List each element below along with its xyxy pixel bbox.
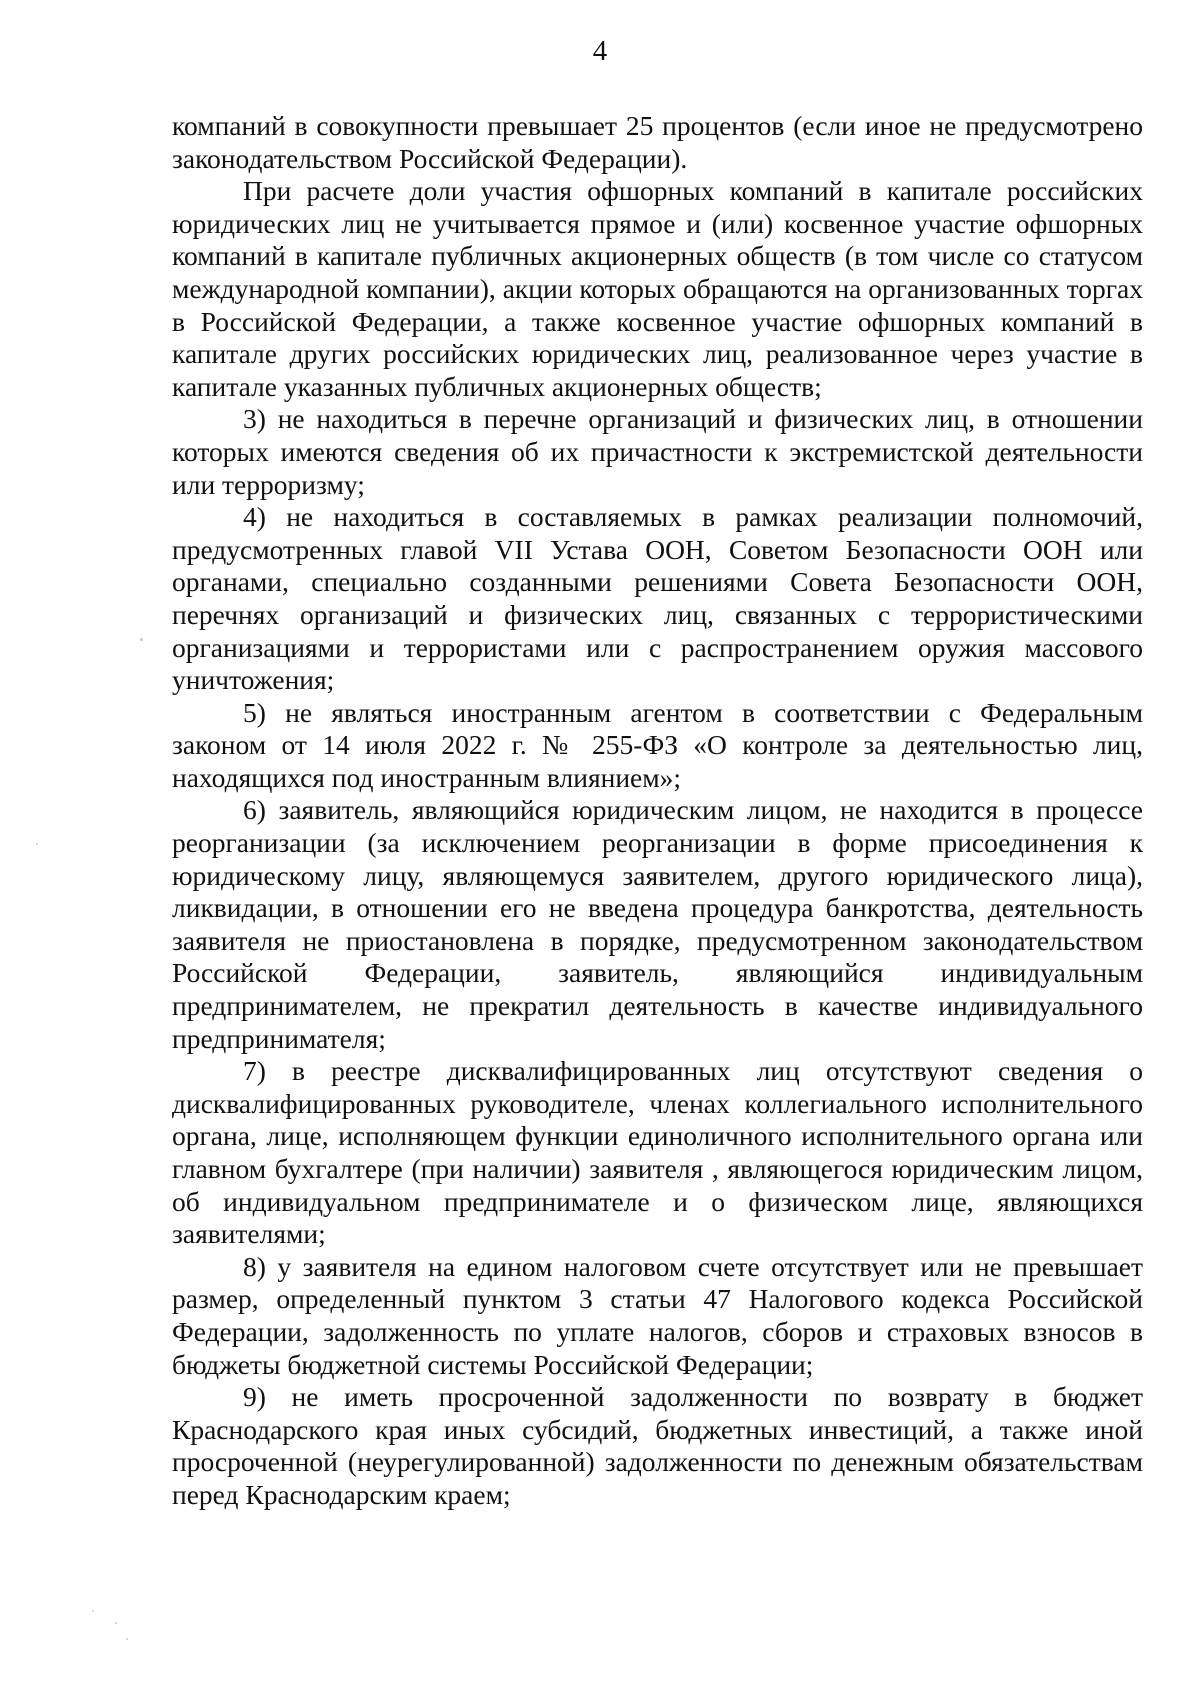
- scan-artifact-speck: [115, 1622, 117, 1624]
- scan-artifact-speck: [92, 1610, 94, 1612]
- page-number: 4: [592, 35, 608, 67]
- paragraph-item-4: 4) не находиться в составляемых в рамках реализации полномочий, предусмотренных главой VII Устава ООН, Советом Безопасности ООН или органами, специально созданными решениями Совета Безопасности ООН, перечнях организаций и физических лиц, связанных с террористическими организациями и террористами или с распространением оружия массового уничтожения;: [172, 501, 1143, 696]
- paragraph-item-7: 7) в реестре дисквалифицированных лиц отсутствуют сведения о дисквалифицированных руководителе, членах коллегиального исполнительного органа, лице, исполняющем функции единоличного исполнительного органа или главном бухгалтере (при наличии) заявителя , являющегося юридическим лицом, об индивидуальном предпринимателе и о физическом лице, являющихся заявителями;: [172, 1055, 1143, 1250]
- paragraph-item-6: 6) заявитель, являющийся юридическим лицом, не находится в процессе реорганизации (за исключением реорганизации в форме присоединения к юридическому лицу, являющемуся заявителем, другого юридического лица), ликвидации, в отношении его не введена процедура банкротства, деятельность заявителя не приостановлена в порядке, предусмотренном законодательством Российской Федерации, заявитель, являющийся индивидуальным предпринимателем, не прекратил деятельность в качестве индивидуального предпринимателя;: [172, 794, 1143, 1054]
- paragraph-item-5: 5) не являться иностранным агентом в соответствии с Федеральным законом от 14 июля 2022 г. № 255-ФЗ «О контроле за деятельностью лиц, находящихся под иностранным влиянием»;: [172, 696, 1143, 793]
- paragraph-continuation: компаний в совокупности превышает 25 процентов (если иное не предусмотрено законодательством Российской Федерации).: [172, 110, 1143, 174]
- document-body: [172, 110, 1143, 1512]
- scan-artifact-speck: [140, 638, 143, 641]
- paragraph-item-8: 8) у заявителя на едином налоговом счете отсутствует или не превышает размер, определенный пунктом 3 статьи 47 Налогового кодекса Российской Федерации, задолженность по уплате налогов, сборов и страховых взносов в бюджеты бюджетной системы Российской Федерации;: [172, 1250, 1143, 1380]
- paragraph-offshore-calculation: При расчете доли участия офшорных компаний в капитале российских юридических лиц не учитывается прямое и (или) косвенное участие офшорных компаний в капитале публичных акционерных обществ (в том числе со статусом международной компании), акции которых обращаются на организованных торгах в Российской Федерации, а также косвенное участие офшорных компаний в капитале других российских юридических лиц, реализованное через участие в капитале указанных публичных акционерных обществ;: [172, 175, 1143, 402]
- scan-artifact-speck: [126, 1638, 128, 1640]
- paragraph-item-9: 9) не иметь просроченной задолженности по возврату в бюджет Краснодарского края иных субсидий, бюджетных инвестиций, а также иной просроченной (неурегулированной) задолженности по денежным обязательствам перед Краснодарским краем;: [172, 1381, 1143, 1510]
- paragraph-item-3: 3) не находиться в перечне организаций и физических лиц, в отношении которых имеются сведения об их причастности к экстремистской деятельности или терроризму;: [172, 403, 1143, 500]
- scan-artifact-speck: [36, 843, 38, 845]
